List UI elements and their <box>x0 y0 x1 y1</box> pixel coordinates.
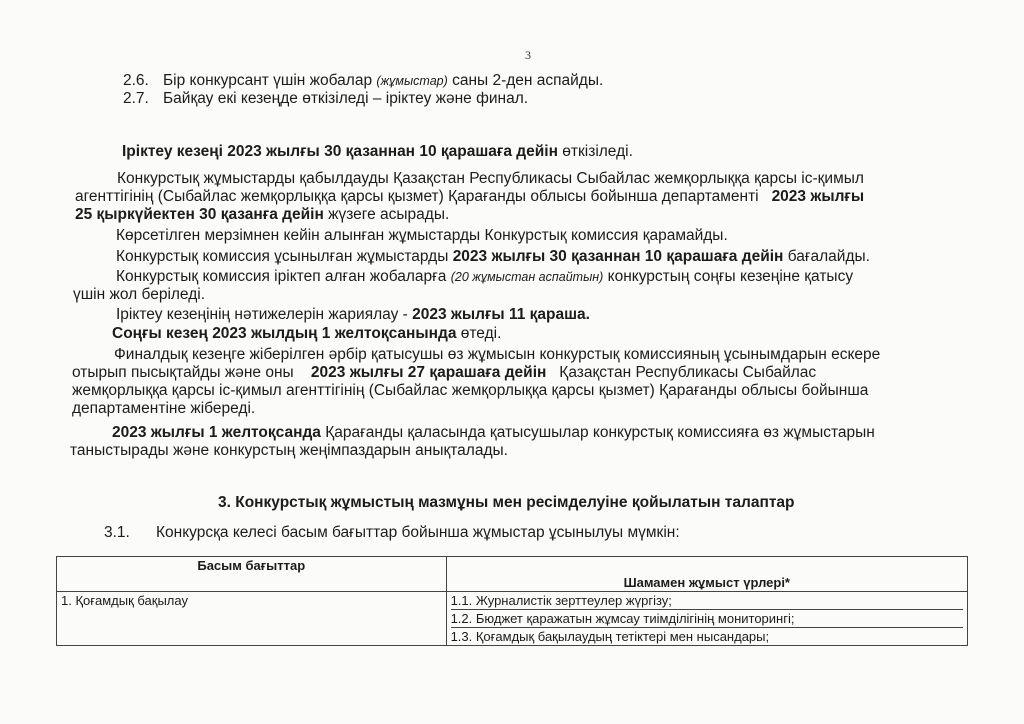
table-cell-works <box>446 592 967 646</box>
priority-directions-table <box>56 556 968 646</box>
work-item: 1.2. Бюджет қаражатын жұмсау тиімділігінің мониторингі; <box>451 610 963 628</box>
table-header-works: Шамамен жұмыст үрлері* <box>446 557 967 592</box>
paragraph-1-line-1: Конкурстық жұмыстарды қабылдауды Қазақстан Республикасы Сыбайлас жемқорлыққа қарсы іс-қимыл <box>117 170 864 187</box>
work-item: 1.1. Журналистік зерттеулер жүргізу; <box>451 592 963 610</box>
paragraph-4-line-2: үшін жол беріледі. <box>73 286 205 303</box>
item-2-6: 2.6. Бір конкурсант үшін жобалар (жұмыстар) саны 2-ден аспайды. <box>123 72 604 89</box>
paragraph-7-line-3: жемқорлыққа қарсы іс-қимыл агенттігінің (Сыбайлас жемқорлыққа қарсы қызмет) Қарағанды облысы бойынша <box>72 382 869 399</box>
work-item: 1.3. Қоғамдық бақылаудың тетіктері мен нысандары; <box>450 629 770 644</box>
selection-stage: Іріктеу кезеңі 2023 жылғы 30 қазаннан 10 қарашаға дейін өткізіледі. <box>122 143 633 160</box>
page-number: 3 <box>525 48 531 62</box>
paragraph-7-line-4: департаментіне жібереді. <box>72 400 256 417</box>
paragraph-2: Көрсетілген мерзімнен кейін алынған жұмыстарды Конкурстық комиссия қарамайды. <box>116 227 728 244</box>
table-row <box>57 592 968 646</box>
paragraph-5: Іріктеу кезеңінің нәтижелерін жариялау - 2023 жылғы 11 қараша. <box>116 306 590 323</box>
paragraph-8-line-1: 2023 жылғы 1 желтоқсанда Қарағанды қаласында қатысушылар конкурстық комиссияға өз жұмыстарын <box>112 424 875 441</box>
paragraph-6: Соңғы кезең 2023 жылдың 1 желтоқсанында өтеді. <box>112 325 502 342</box>
paragraph-1-line-2: агенттігінің (Сыбайлас жемқорлыққа қарсы қызмет) Қарағанды облысы бойынша департаменті 2023 жылғы <box>75 188 865 205</box>
paragraph-7-line-2: отырып пысықтайды және оны 2023 жылғы 27 қарашаға дейін Қазақстан Республикасы Сыбайлас <box>72 364 817 381</box>
paragraph-8-line-2: таныстырады және конкурстың жеңімпаздарын анықталады. <box>70 442 508 459</box>
table-cell-direction: 1. Қоғамдық бақылау <box>57 592 447 646</box>
paragraph-4-line-1: Конкурстық комиссия іріктеп алған жобаларға (20 жұмыстан аспайтын) конкурстың соңғы кезеңіне қатысу <box>116 268 854 285</box>
paragraph-3: Конкурстық комиссия ұсынылған жұмыстарды 2023 жылғы 30 қазаннан 10 қарашаға дейін бағалайды. <box>116 248 870 265</box>
item-2-7: 2.7. Байқау екі кезеңде өткізіледі – іріктеу және финал. <box>123 90 529 107</box>
section-3-heading: 3. Конкурстық жұмыстың мазмұны мен ресімделуіне қойылатын талаптар <box>218 494 795 511</box>
item-3-1: 3.1. Конкурсқа келесі басым бағыттар бойынша жұмыстар ұсынылуы мүмкін: <box>104 524 680 541</box>
paragraph-7-line-1: Финалдық кезеңге жіберілген әрбір қатысушы өз жұмысын конкурстық комиссияның ұсынымдарын ескере <box>114 346 881 363</box>
paragraph-1-line-3: 25 қыркүйектен 30 қазанға дейін жүзеге асырады. <box>75 206 450 223</box>
table-header-directions: Басым бағыттар <box>57 557 447 592</box>
